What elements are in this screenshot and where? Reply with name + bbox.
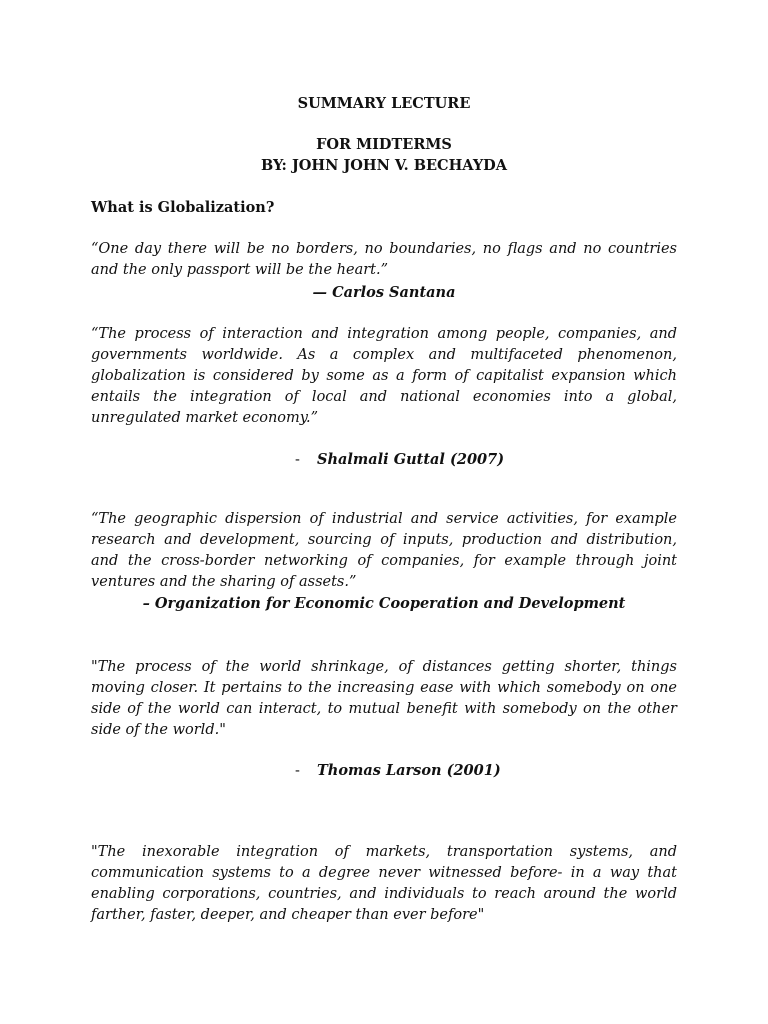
- quote-attribution-2: [295, 449, 504, 471]
- quote-text-1: “One day there will be no borders, no boundaries, no flags and no countries and the only passport will be the heart.”: [91, 241, 677, 278]
- attribution-name: Thomas Larson (2001): [317, 762, 501, 779]
- attribution-name: – Organization for Economic Cooperation and Development: [142, 595, 626, 612]
- quote-text-5: "The inexorable integration of markets, transportation systems, and communication systems to a degree never witnessed before- in a way that enabling corporations, countries, and individuals to reach around the world farther, faster, deeper, and cheaper than ever before": [91, 844, 677, 923]
- section-heading: What is Globalization?: [91, 199, 275, 216]
- quote-attribution-4: [295, 760, 501, 782]
- quote-attribution-1: [91, 282, 677, 303]
- attribution-name: — Carlos Santana: [312, 284, 456, 301]
- quote-attribution-3: [91, 593, 677, 614]
- attribution-dash: -: [295, 763, 300, 779]
- document-author: BY: JOHN JOHN V. BECHAYDA: [260, 157, 507, 174]
- attribution-name: Shalmali Guttal (2007): [317, 451, 505, 468]
- quote-text-3: “The geographic dispersion of industrial and service activities, for example research and development, sourcing of inputs, production and distribution, and the cross-border networking of companies, for example through joint ventures and the sharing of assets.”: [91, 511, 677, 590]
- quote-text-4: "The process of the world shrinkage, of distances getting shorter, things moving closer. It pertains to the increasing ease with which somebody on one side of the world can interact, to mutual benefit with somebody on the other side of the world.": [91, 659, 677, 738]
- document-title: SUMMARY LECTURE: [297, 95, 471, 112]
- document-subtitle: FOR MIDTERMS: [316, 136, 452, 153]
- attribution-dash: -: [295, 452, 300, 468]
- quote-text-2: “The process of interaction and integration among people, companies, and governments worldwide. As a complex and multifaceted phenomenon, globalization is considered by some as a form of capitalist expansion which entails the integration of local and national economies into a global, unregulated market economy.”: [91, 326, 677, 426]
